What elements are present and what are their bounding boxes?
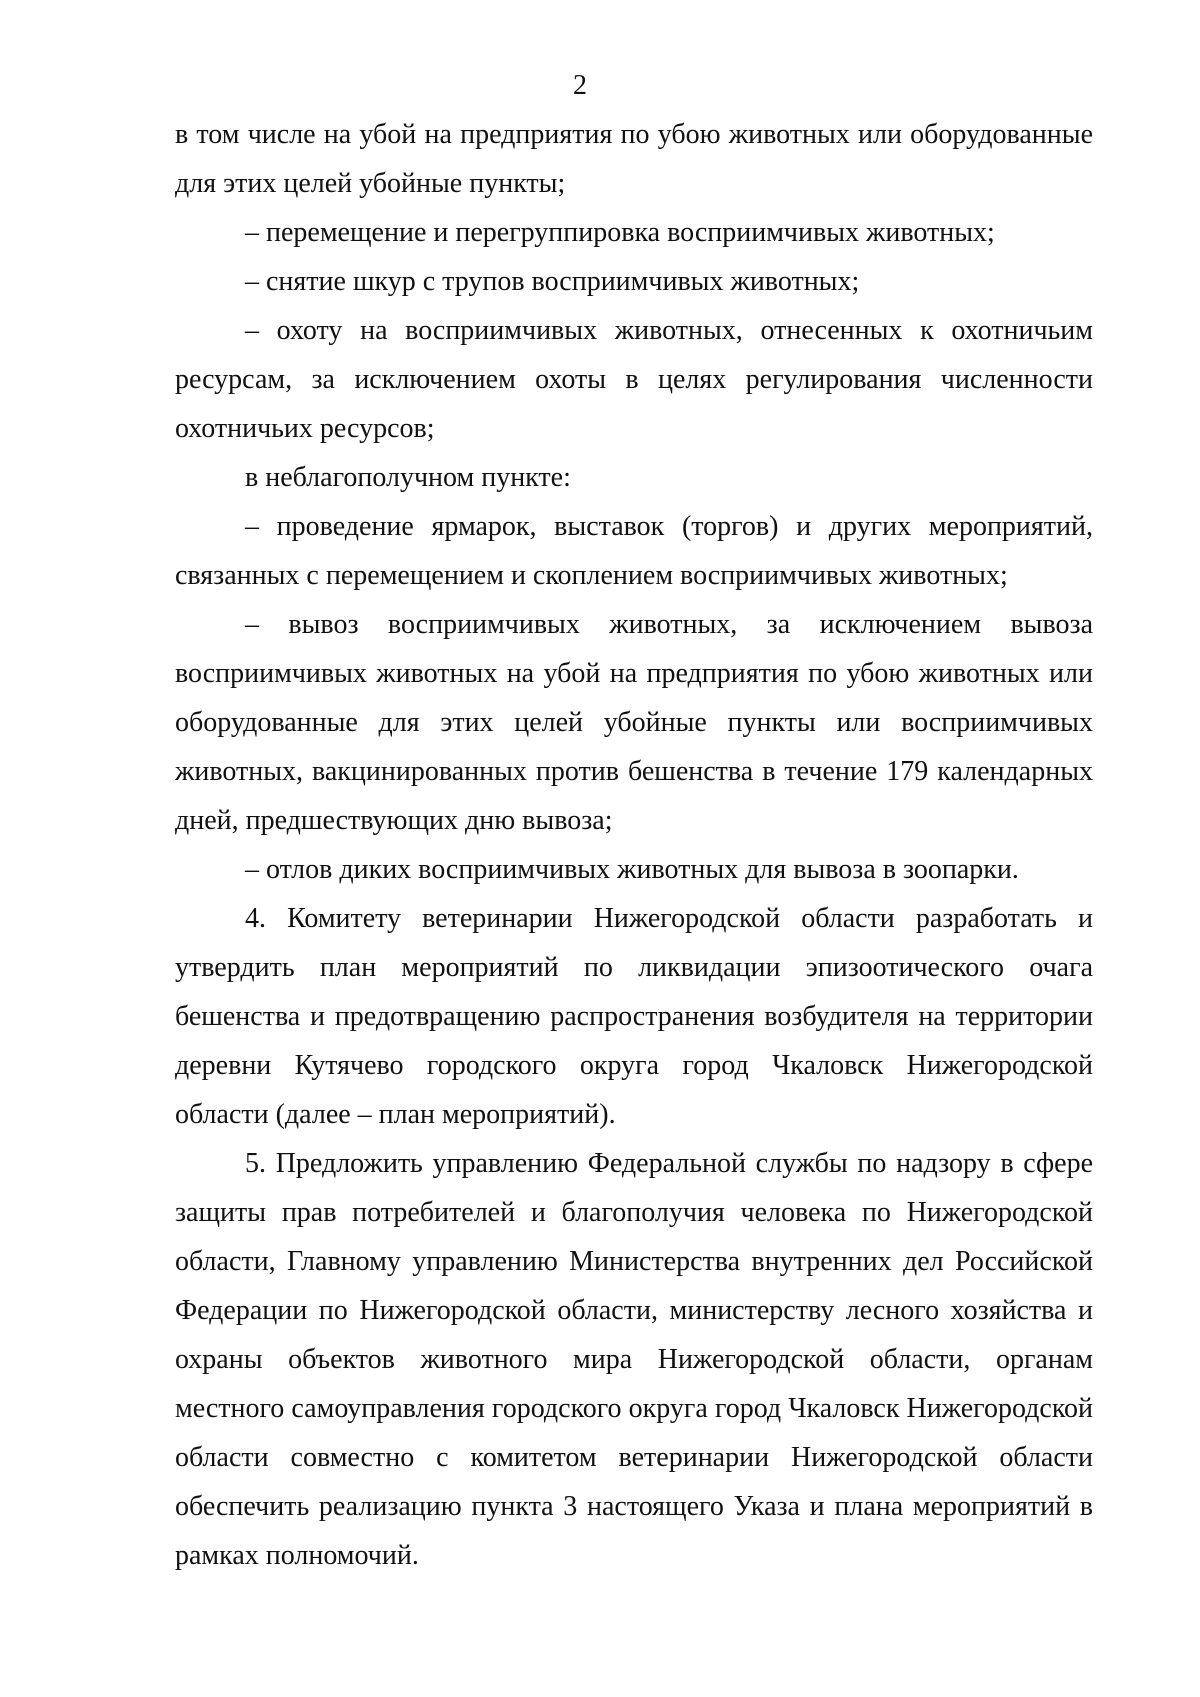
clause-5: 5. Предложить управлению Федеральной службы по надзору в сфере защиты прав потребителей и благополучия человека по Нижегородской области, Главному управлению Министерства внутренних дел Российской Федерации по Нижегородской области, министерству лесного хозяйства и охраны объектов животного мира Нижегородской области, органам местного самоуправления городского округа город Чкаловск Нижегородской области совместно с комитетом ветеринарии Нижегородской области обеспечить реализацию пункта 3 настоящего Указа и плана мероприятий в рамках полномочий.: [175, 1148, 1093, 1571]
list-item-hunting: – охоту на восприимчивых животных, отнесенных к охотничьим ресурсам, за исключением охоты в целях регулирования численности охотничьих ресурсов;: [175, 315, 1093, 444]
paragraph-continuation: в том числе на убой на предприятия по убою животных или оборудованные для этих целей убойные пункты;: [175, 119, 1093, 199]
list-item-capture: – отлов диких восприимчивых животных для вывоза в зоопарки.: [245, 854, 1019, 885]
clause-4: 4. Комитету ветеринарии Нижегородской области разработать и утвердить план мероприятий по ликвидации эпизоотического очага бешенства и предотвращению распространения возбудителя на территории деревни Кутячево городского округа город Чкаловск Нижегородской области (далее – план мероприятий).: [175, 903, 1093, 1130]
list-item-skinning: – снятие шкур с трупов восприимчивых животных;: [245, 266, 860, 297]
list-item-export: – вывоз восприимчивых животных, за исключением вывоза восприимчивых животных на убой на предприятия по убою животных или оборудованные для этих целей убойные пункты или восприимчивых животных, вакцинированных против бешенства в течение 179 календарных дней, предшествующих дню вывоза;: [175, 609, 1093, 836]
document-body: [175, 110, 1093, 1580]
page-number: 2: [573, 70, 587, 101]
list-item-fairs: – проведение ярмарок, выставок (торгов) и других мероприятий, связанных с перемещением и скоплением восприимчивых животных;: [175, 511, 1093, 591]
subheading-unfavorable-point: в неблагополучном пункте:: [245, 462, 571, 493]
list-item-relocation: – перемещение и перегруппировка восприимчивых животных;: [245, 217, 995, 248]
